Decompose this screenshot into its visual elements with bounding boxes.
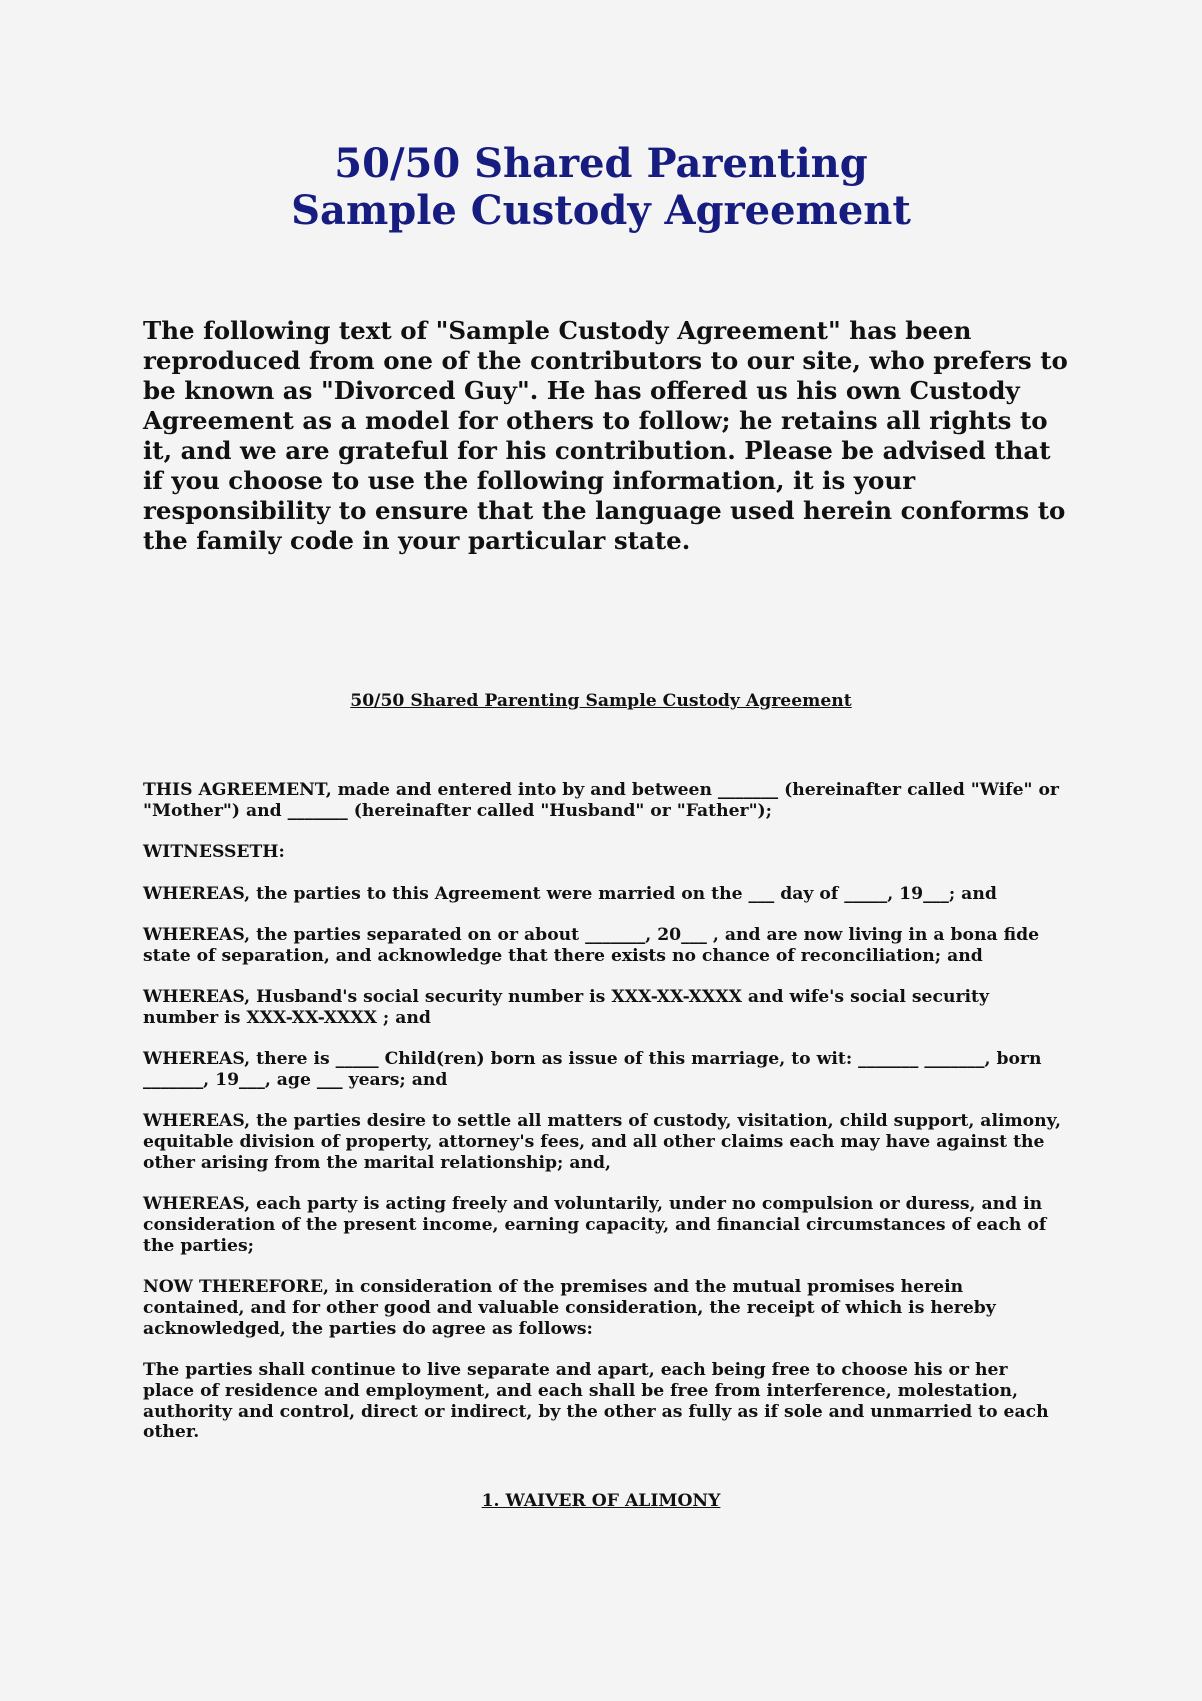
section-1-heading: 1. WAIVER OF ALIMONY bbox=[481, 1491, 721, 1511]
whereas-settle-paragraph: WHEREAS, the parties desire to settle all matters of custody, visitation, child support, alimony, equitable division of property, attorney's fees, and all other claims each may have against the other arising from the marital relationship; and, bbox=[143, 1111, 1061, 1173]
agreement-parties-paragraph: THIS AGREEMENT, made and entered into by and between _______ (hereinafter called "Wife" or "Mother") and _______ (hereinafter called "Husband" or "Father"); bbox=[143, 780, 1059, 821]
now-therefore-paragraph: NOW THEREFORE, in consideration of the premises and the mutual promises herein contained, and for other good and valuable consideration, the receipt of which is hereby acknowledged, the parties do agree as follows: bbox=[143, 1277, 996, 1339]
whereas-married-paragraph: WHEREAS, the parties to this Agreement were married on the ___ day of _____, 19___; and bbox=[143, 884, 997, 904]
separate-living-paragraph: The parties shall continue to live separate and apart, each being free to choose his or her place of residence and employment, and each shall be free from interference, molestation, authority and control, direct or indirect, by the other as fully as if sole and unmarried to each other. bbox=[143, 1360, 1049, 1443]
title-line-2: Sample Custody Agreement bbox=[291, 187, 911, 234]
whereas-freely-paragraph: WHEREAS, each party is acting freely and voluntarily, under no compulsion or duress, and in consideration of the present income, earning capacity, and financial circumstances of each of the parties; bbox=[143, 1194, 1047, 1256]
title-line-1: 50/50 Shared Parenting bbox=[334, 140, 868, 187]
document-title bbox=[0, 140, 1202, 234]
whereas-children-paragraph: WHEREAS, there is _____ Child(ren) born as issue of this marriage, to wit: _______ _______, born _______, 19___, age ___ years; and bbox=[143, 1049, 1042, 1090]
witnesseth-paragraph: WITNESSETH: bbox=[143, 842, 285, 862]
intro-paragraph: The following text of "Sample Custody Agreement" has been reproduced from one of the contributors to our site, who prefers to be known as "Divorced Guy". He has offered us his own Custody Agreement as a model for others to follow; he retains all rights to it, and we are grateful for his contribution. Please be advised that if you choose to use the following information, it is your responsibility to ensure that the language used herein conforms to the family code in your particular state. bbox=[143, 316, 1068, 555]
whereas-separated-paragraph: WHEREAS, the parties separated on or about _______, 20___ , and are now living in a bona fide state of separation, and acknowledge that there exists no chance of reconciliation; and bbox=[143, 925, 1040, 966]
agreement-heading: 50/50 Shared Parenting Sample Custody Agreement bbox=[350, 691, 852, 711]
whereas-ssn-paragraph: WHEREAS, Husband's social security number is XXX-XX-XXXX and wife's social security number is XXX-XX-XXXX ; and bbox=[143, 987, 989, 1028]
